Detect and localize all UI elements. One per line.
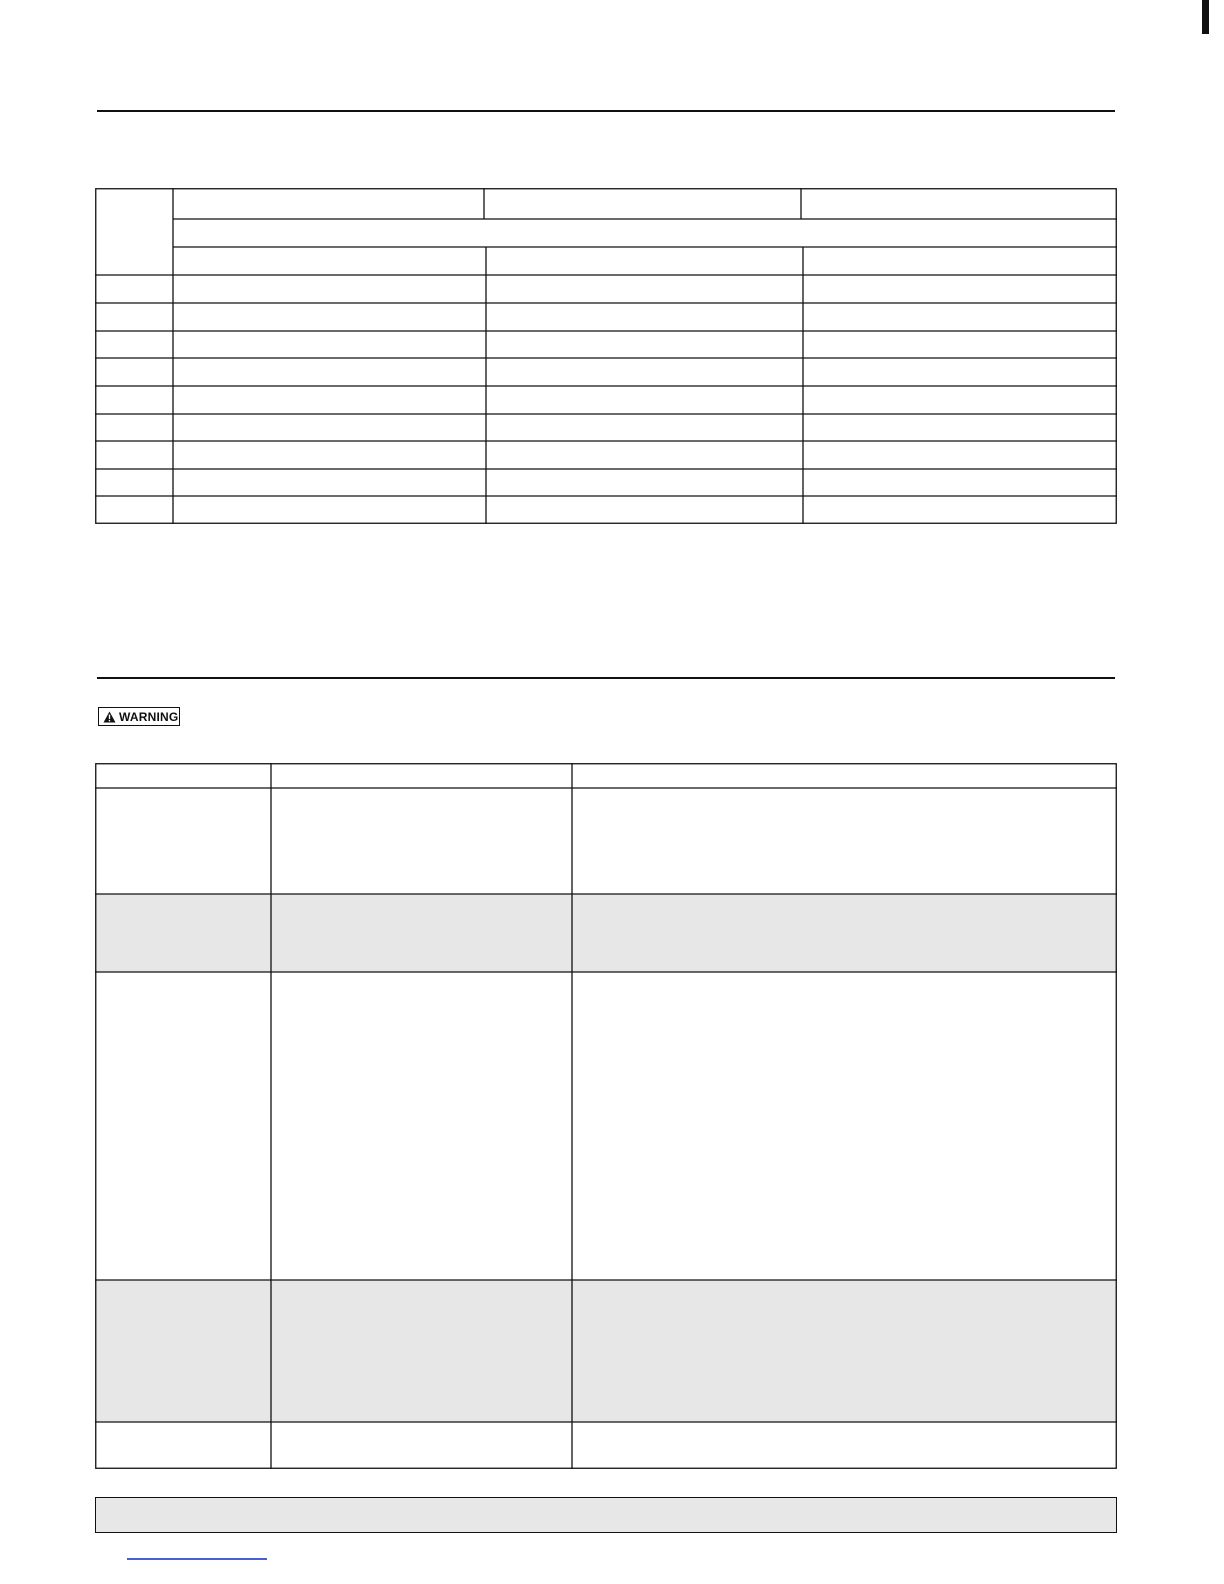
footnote-bar	[95, 1497, 1117, 1533]
warning-triangle-icon	[103, 711, 116, 723]
troubleshooting-table	[95, 763, 1117, 1469]
section-rule-middle	[97, 677, 1115, 679]
section-rule-top	[97, 110, 1115, 112]
spec-table	[95, 188, 1117, 524]
warning-label: WARNING	[119, 709, 179, 724]
shaded-row-4	[95, 1280, 1117, 1422]
shaded-row-2	[95, 894, 1117, 972]
spec-table-border	[96, 189, 1117, 524]
spec-table-grid	[95, 188, 1117, 524]
footer-link-underline[interactable]	[127, 1558, 267, 1560]
troubleshooting-table-grid	[95, 763, 1117, 1469]
page-edge-mark	[1202, 0, 1209, 34]
warning-badge	[98, 707, 180, 726]
